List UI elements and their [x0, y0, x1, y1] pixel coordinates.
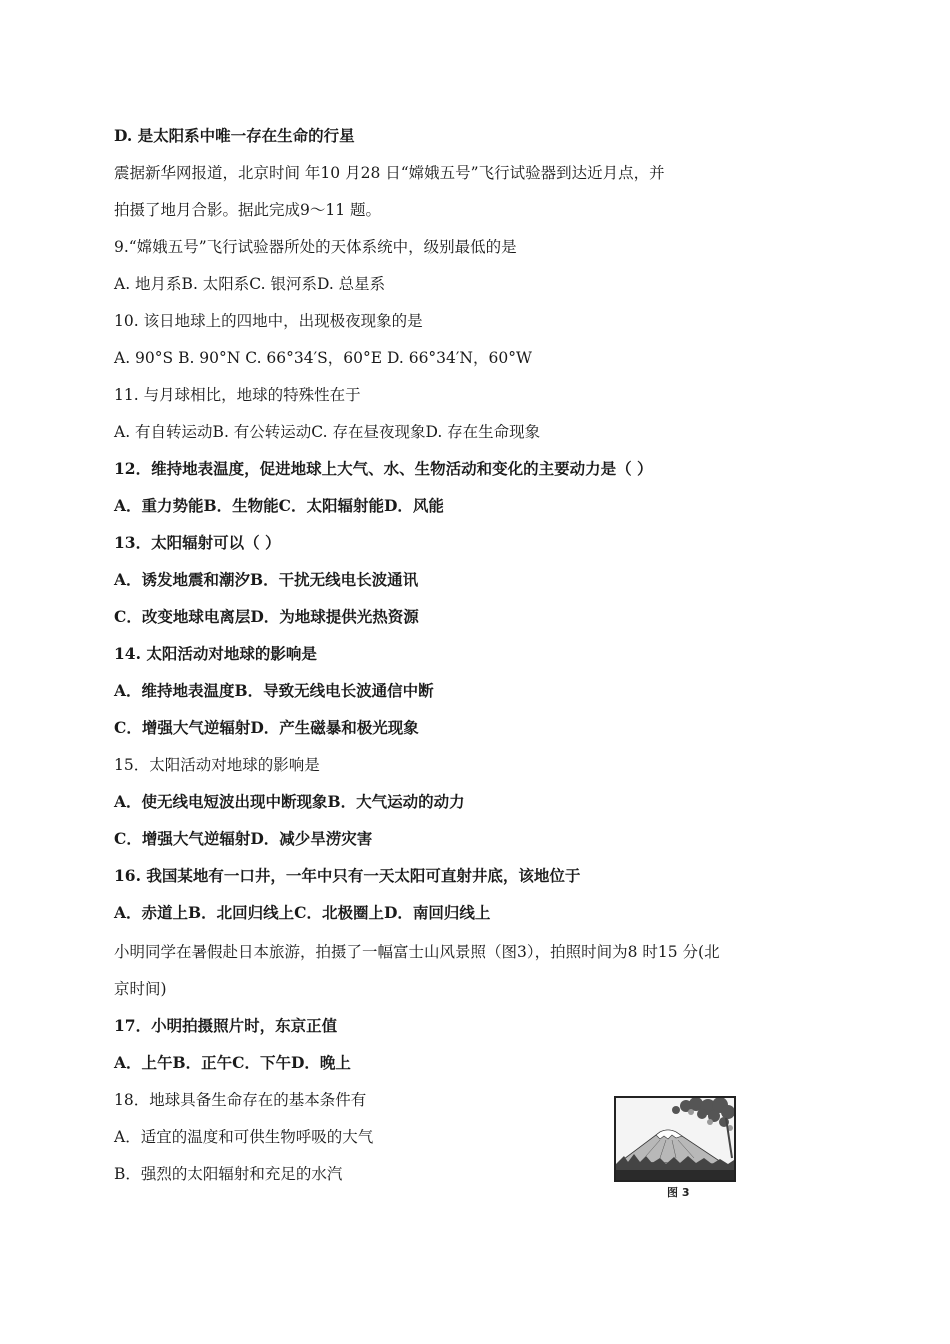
- option-d-line: D. 是太阳系中唯一存在生命的行星: [114, 126, 355, 145]
- question-15-options-cd: C．增强大气逆辐射D．减少旱涝灾害: [114, 829, 373, 848]
- question-16-options: A．赤道上B．北回归线上C．北极圈上D．南回归线上: [114, 903, 491, 922]
- figure-caption: 图 3: [667, 1186, 690, 1199]
- question-13: 13．太阳辐射可以（ ）: [114, 533, 281, 552]
- question-13-options-cd: C．改变地球电离层D．为地球提供光热资源: [114, 607, 419, 626]
- question-17: 17．小明拍摄照片时，东京正值: [114, 1016, 338, 1035]
- question-12-options: A．重力势能B．生物能C．太阳辐射能D．风能: [114, 496, 444, 515]
- mount-fuji-illustration: [616, 1098, 734, 1180]
- question-15: 15．太阳活动对地球的影响是: [114, 756, 320, 774]
- passage-photo-line-1: 小明同学在暑假赴日本旅游，拍摄了一幅富士山风景照（图3），拍照时间为8 时15 分(北: [114, 943, 720, 961]
- passage-intro-line-1: 震据新华网报道，北京时间 年10 月28 日“嫦娥五号”飞行试验器到达近月点，并: [114, 164, 665, 182]
- question-9: 9.“嫦娥五号”飞行试验器所处的天体系统中，级别最低的是: [114, 238, 517, 256]
- question-14-options-cd: C．增强大气逆辐射D．产生磁暴和极光现象: [114, 718, 419, 737]
- question-15-options-ab: A．使无线电短波出现中断现象B．大气运动的动力: [114, 792, 465, 811]
- passage-intro-line-2: 拍摄了地月合影。据此完成9～11 题。: [114, 201, 382, 219]
- question-12: 12．维持地表温度，促进地球上大气、水、生物活动和变化的主要动力是（ ）: [114, 459, 653, 478]
- question-10-options: A. 90°S B. 90°N C. 66°34′S，60°E D. 66°34′N，60°W: [114, 349, 532, 367]
- question-9-options: A. 地月系B. 太阳系C. 银河系D. 总星系: [114, 275, 386, 293]
- question-18: 18．地球具备生命存在的基本条件有: [114, 1091, 367, 1109]
- question-11-options: A. 有自转运动B. 有公转运动C. 存在昼夜现象D. 存在生命现象: [114, 423, 541, 441]
- question-14-options-ab: A．维持地表温度B．导致无线电长波通信中断: [114, 681, 434, 700]
- question-16: 16. 我国某地有一口井，一年中只有一天太阳可直射井底，该地位于: [114, 866, 581, 885]
- passage-photo-line-2: 京时间): [114, 980, 167, 998]
- question-13-options-ab: A．诱发地震和潮汐B．干扰无线电长波通讯: [114, 570, 419, 589]
- mount-fuji-photo: [614, 1096, 736, 1182]
- question-14: 14. 太阳活动对地球的影响是: [114, 644, 317, 663]
- question-11: 11. 与月球相比，地球的特殊性在于: [114, 386, 361, 404]
- question-17-options: A．上午B．正午C．下午D．晚上: [114, 1053, 351, 1072]
- question-18-option-a: A．适宜的温度和可供生物呼吸的大气: [114, 1128, 374, 1146]
- question-18-option-b: B．强烈的太阳辐射和充足的水汽: [114, 1165, 343, 1183]
- question-10: 10. 该日地球上的四地中，出现极夜现象的是: [114, 312, 423, 330]
